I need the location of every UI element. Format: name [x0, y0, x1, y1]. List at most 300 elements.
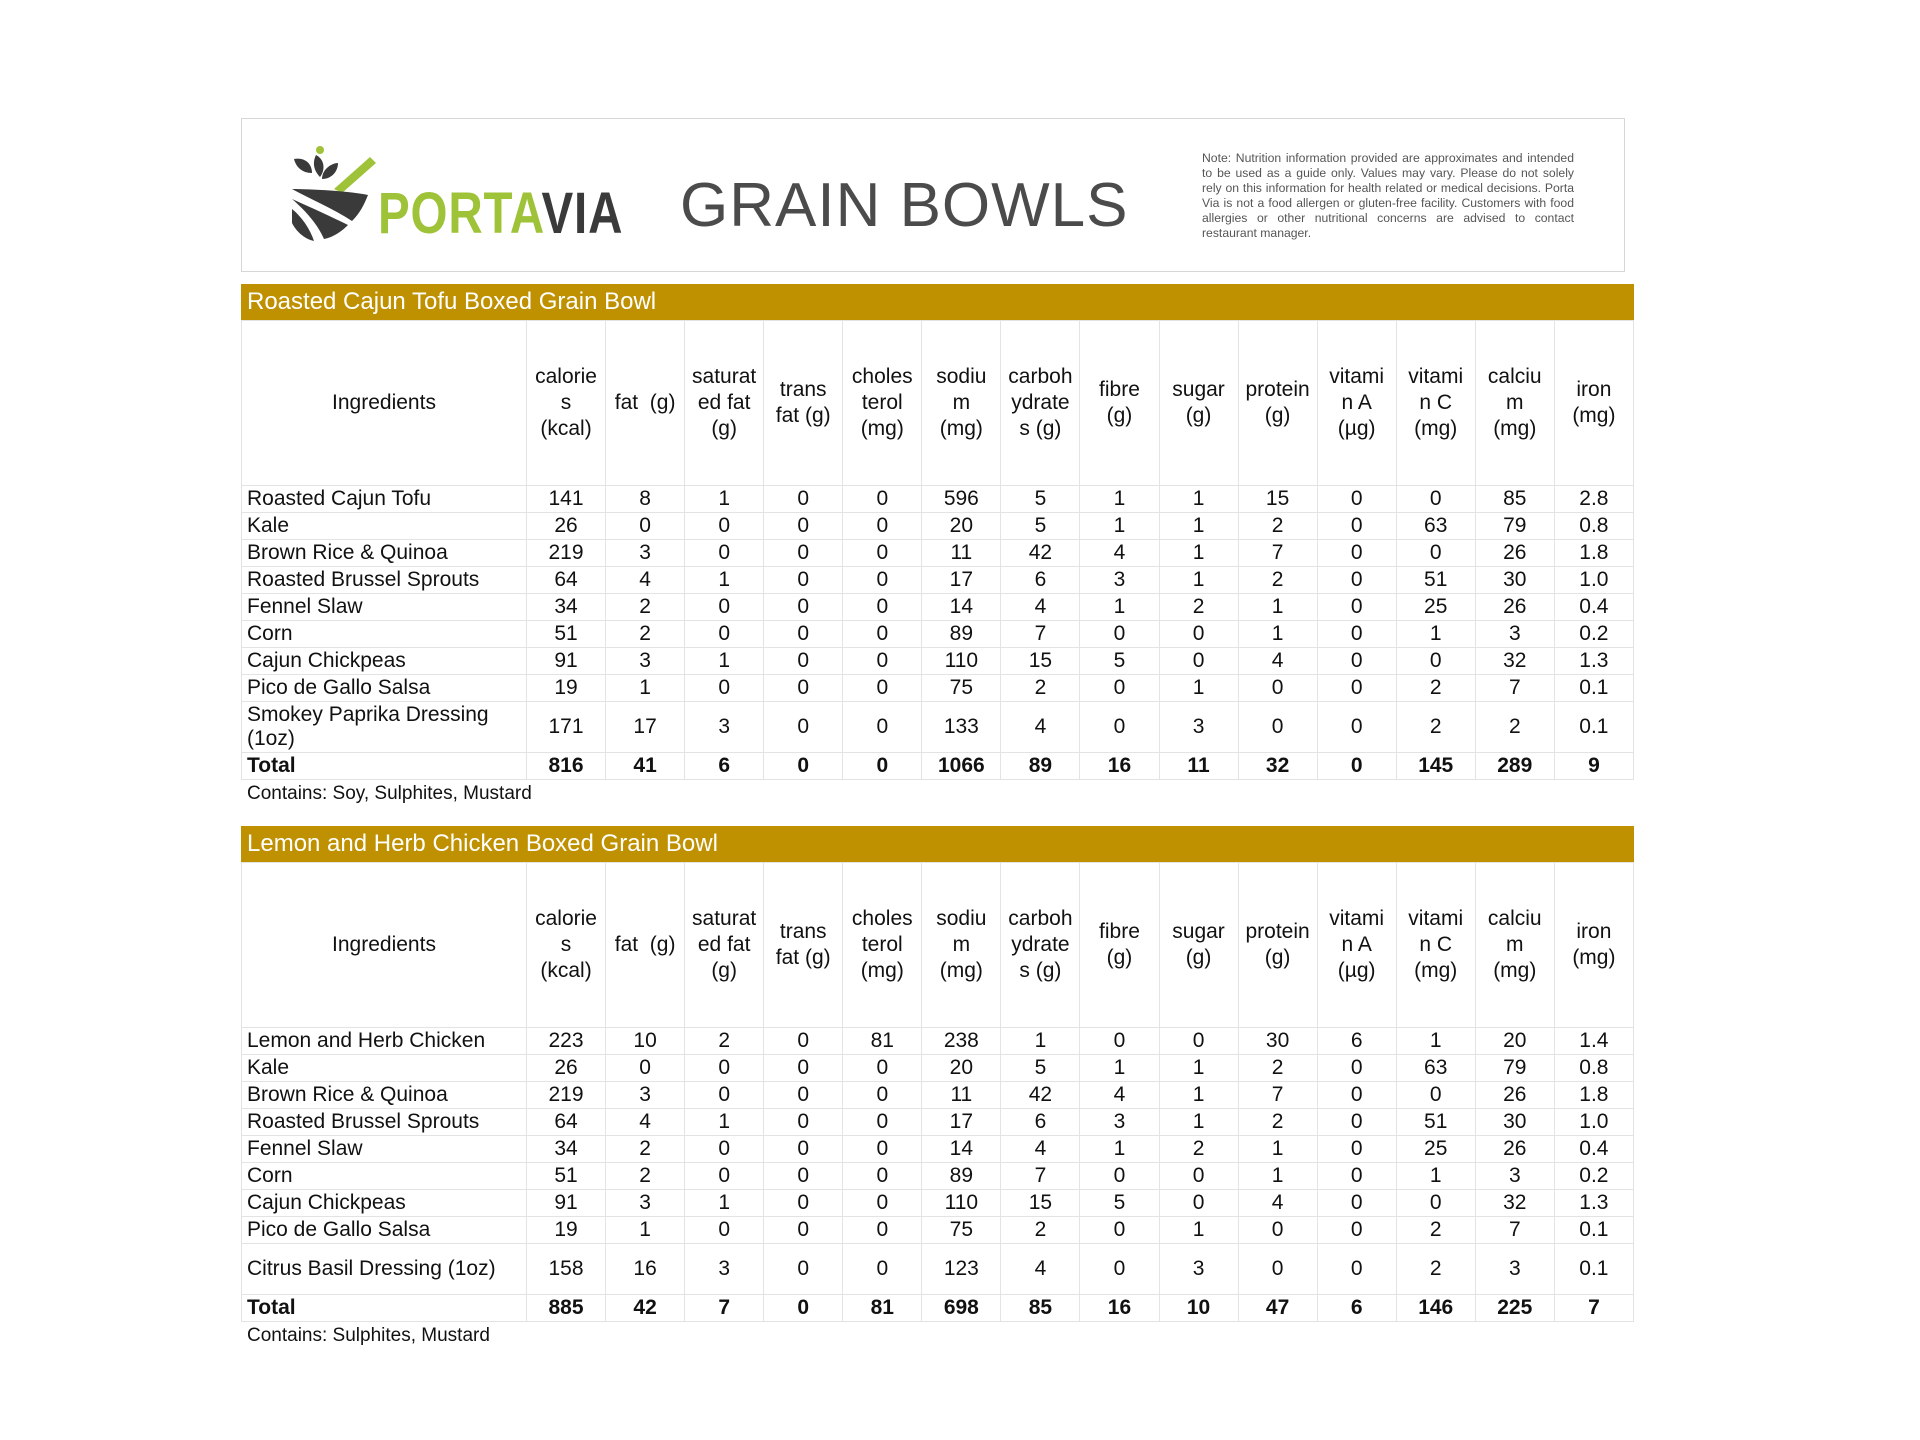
nutrient-value-cell: 89 [922, 621, 1001, 648]
nutrient-value-cell: 7 [1001, 621, 1080, 648]
nutrient-value-cell: 0.4 [1554, 594, 1633, 621]
nutrient-value-cell: 0 [1396, 540, 1475, 567]
nutrient-value-cell: 0 [1317, 540, 1396, 567]
nutrient-value-cell: 81 [843, 1295, 922, 1322]
nutrient-value-cell: 698 [922, 1295, 1001, 1322]
nutrient-value-cell: 64 [527, 1109, 606, 1136]
nutrient-value-cell: 2 [1396, 1244, 1475, 1295]
nutrient-value-cell: 0 [764, 1217, 843, 1244]
nutrient-value-cell: 15 [1238, 486, 1317, 513]
nutrient-value-cell: 146 [1396, 1295, 1475, 1322]
ingredient-name-cell: Roasted Brussel Sprouts [242, 1109, 527, 1136]
nutrient-value-cell: 0 [843, 675, 922, 702]
logo-via-text: VIA [541, 181, 624, 246]
nutrient-value-cell: 0 [685, 1217, 764, 1244]
table-row [242, 675, 1634, 702]
nutrient-value-cell: 4 [1238, 1190, 1317, 1217]
nutrient-value-cell: 238 [922, 1028, 1001, 1055]
nutrient-value-cell: 1 [685, 648, 764, 675]
nutrient-value-cell: 0 [843, 513, 922, 540]
nutrient-value-cell: 91 [527, 1190, 606, 1217]
nutrient-value-cell: 7 [1001, 1163, 1080, 1190]
column-header-cholesterol: choles terol (mg) [843, 321, 922, 486]
table-row [242, 1028, 1634, 1055]
nutrient-value-cell: 2 [606, 621, 685, 648]
table-row [242, 486, 1634, 513]
column-header-vitamin-c: vitami n C (mg) [1396, 321, 1475, 486]
nutrient-value-cell: 4 [606, 1109, 685, 1136]
nutrient-value-cell: 0 [843, 1082, 922, 1109]
column-header-iron: iron (mg) [1554, 321, 1633, 486]
nutrient-value-cell: 0 [685, 621, 764, 648]
table-row [242, 513, 1634, 540]
nutrient-value-cell: 30 [1238, 1028, 1317, 1055]
nutrient-value-cell: 0 [685, 1136, 764, 1163]
nutrient-value-cell: 42 [1001, 1082, 1080, 1109]
ingredient-name-cell: Fennel Slaw [242, 1136, 527, 1163]
column-header-sodium: sodiu m (mg) [922, 321, 1001, 486]
nutrient-value-cell: 1 [1159, 567, 1238, 594]
nutrient-value-cell: 0 [1317, 1244, 1396, 1295]
column-header-protein: protein (g) [1238, 321, 1317, 486]
nutrient-value-cell: 0 [764, 594, 843, 621]
nutrient-value-cell: 0 [1317, 513, 1396, 540]
nutrient-value-cell: 0 [843, 1190, 922, 1217]
nutrient-value-cell: 0 [764, 621, 843, 648]
nutrient-value-cell: 20 [922, 513, 1001, 540]
nutrient-value-cell: 0 [1238, 675, 1317, 702]
nutrient-value-cell: 0 [1317, 648, 1396, 675]
nutrient-value-cell: 225 [1475, 1295, 1554, 1322]
nutrient-value-cell: 2.8 [1554, 486, 1633, 513]
nutrient-value-cell: 11 [1159, 753, 1238, 780]
nutrient-value-cell: 3 [1080, 567, 1159, 594]
nutrient-value-cell: 0 [1396, 648, 1475, 675]
nutrient-value-cell: 596 [922, 486, 1001, 513]
nutrient-value-cell: 0 [764, 513, 843, 540]
nutrient-value-cell: 10 [1159, 1295, 1238, 1322]
nutrient-value-cell: 1 [1159, 486, 1238, 513]
nutrient-value-cell: 20 [1475, 1028, 1554, 1055]
nutrient-value-cell: 1 [1159, 1109, 1238, 1136]
table-header-row [242, 863, 1634, 1028]
nutrient-value-cell: 17 [922, 567, 1001, 594]
column-header-saturated-fat: saturat ed fat (g) [685, 863, 764, 1028]
nutrient-value-cell: 885 [527, 1295, 606, 1322]
nutrient-value-cell: 1 [1159, 513, 1238, 540]
nutrient-value-cell: 6 [685, 753, 764, 780]
nutrient-value-cell: 1.3 [1554, 648, 1633, 675]
nutrient-value-cell: 1 [1396, 1163, 1475, 1190]
nutrient-value-cell: 2 [1396, 675, 1475, 702]
nutrient-value-cell: 0 [1396, 486, 1475, 513]
nutrient-value-cell: 32 [1238, 753, 1317, 780]
nutrient-value-cell: 6 [1317, 1028, 1396, 1055]
nutrient-value-cell: 0 [843, 1163, 922, 1190]
ingredient-name-cell: Total [242, 1295, 527, 1322]
column-header-fat: fat (g) [606, 863, 685, 1028]
nutrient-value-cell: 0 [764, 702, 843, 753]
table-row [242, 1190, 1634, 1217]
nutrient-value-cell: 26 [1475, 1136, 1554, 1163]
nutrient-value-cell: 2 [1238, 1055, 1317, 1082]
nutrient-value-cell: 0 [1396, 1082, 1475, 1109]
nutrient-value-cell: 5 [1080, 1190, 1159, 1217]
ingredient-name-cell: Kale [242, 513, 527, 540]
table-row [242, 621, 1634, 648]
nutrient-value-cell: 0 [1317, 1217, 1396, 1244]
nutrient-value-cell: 26 [1475, 1082, 1554, 1109]
column-header-iron: iron (mg) [1554, 863, 1633, 1028]
nutrient-value-cell: 1 [1238, 1136, 1317, 1163]
nutrition-table [241, 862, 1634, 1322]
nutrient-value-cell: 0 [685, 675, 764, 702]
nutrient-value-cell: 1 [606, 675, 685, 702]
nutrient-value-cell: 3 [606, 1082, 685, 1109]
nutrient-value-cell: 89 [922, 1163, 1001, 1190]
nutrient-value-cell: 141 [527, 486, 606, 513]
nutrient-value-cell: 3 [1475, 621, 1554, 648]
nutrient-value-cell: 0 [843, 540, 922, 567]
nutrient-value-cell: 2 [1396, 1217, 1475, 1244]
portavia-logo [290, 145, 624, 246]
nutrient-value-cell: 3 [606, 1190, 685, 1217]
column-header-calcium: calciu m (mg) [1475, 321, 1554, 486]
nutrient-value-cell: 6 [1001, 1109, 1080, 1136]
nutrient-value-cell: 0 [685, 513, 764, 540]
nutrient-value-cell: 32 [1475, 1190, 1554, 1217]
nutrient-value-cell: 26 [1475, 594, 1554, 621]
logo-wordmark [378, 181, 624, 246]
column-header-carbohydrates: carboh ydrate s (g) [1001, 321, 1080, 486]
nutrient-value-cell: 4 [1001, 702, 1080, 753]
nutrient-value-cell: 0 [1396, 1190, 1475, 1217]
nutrient-value-cell: 0 [764, 1028, 843, 1055]
table-row [242, 1163, 1634, 1190]
nutrient-value-cell: 7 [1475, 675, 1554, 702]
nutrient-value-cell: 6 [1317, 1295, 1396, 1322]
nutrient-value-cell: 1 [606, 1217, 685, 1244]
nutrient-value-cell: 0 [1317, 1136, 1396, 1163]
nutrient-value-cell: 145 [1396, 753, 1475, 780]
nutrient-value-cell: 0.1 [1554, 702, 1633, 753]
nutrient-value-cell: 0 [843, 486, 922, 513]
nutrient-value-cell: 0 [843, 1109, 922, 1136]
nutrient-value-cell: 85 [1475, 486, 1554, 513]
column-header-saturated-fat: saturat ed fat (g) [685, 321, 764, 486]
nutrient-value-cell: 2 [1001, 1217, 1080, 1244]
nutrient-value-cell: 4 [1001, 594, 1080, 621]
ingredient-name-cell: Pico de Gallo Salsa [242, 675, 527, 702]
nutrient-value-cell: 0 [764, 540, 843, 567]
nutrient-value-cell: 4 [1080, 540, 1159, 567]
column-header-fibre: fibre (g) [1080, 863, 1159, 1028]
nutrient-value-cell: 0 [764, 753, 843, 780]
nutrient-value-cell: 2 [1159, 594, 1238, 621]
nutrient-value-cell: 171 [527, 702, 606, 753]
nutrient-value-cell: 0 [764, 1295, 843, 1322]
nutrient-value-cell: 1 [1080, 486, 1159, 513]
nutrient-value-cell: 7 [1238, 1082, 1317, 1109]
nutrient-value-cell: 0 [1317, 1082, 1396, 1109]
nutrient-value-cell: 2 [1159, 1136, 1238, 1163]
nutrient-value-cell: 0 [685, 1163, 764, 1190]
nutrient-value-cell: 0 [843, 702, 922, 753]
nutrient-value-cell: 3 [1159, 1244, 1238, 1295]
table-row [242, 648, 1634, 675]
nutrient-value-cell: 2 [1475, 702, 1554, 753]
nutrient-value-cell: 0 [1317, 486, 1396, 513]
column-header-calories: calorie s (kcal) [527, 321, 606, 486]
nutrient-value-cell: 0 [1317, 1109, 1396, 1136]
nutrient-value-cell: 34 [527, 594, 606, 621]
nutrient-value-cell: 26 [527, 1055, 606, 1082]
table-body [242, 486, 1634, 780]
column-header-fat: fat (g) [606, 321, 685, 486]
nutrient-value-cell: 4 [1238, 648, 1317, 675]
nutrient-value-cell: 0 [843, 594, 922, 621]
nutrient-value-cell: 1 [1159, 1082, 1238, 1109]
nutrient-value-cell: 0 [764, 1244, 843, 1295]
nutrient-value-cell: 1 [1238, 621, 1317, 648]
nutrient-value-cell: 0 [1159, 648, 1238, 675]
nutrient-value-cell: 47 [1238, 1295, 1317, 1322]
nutrient-value-cell: 75 [922, 675, 1001, 702]
nutrient-value-cell: 3 [685, 702, 764, 753]
nutrient-value-cell: 0 [1080, 1028, 1159, 1055]
nutrient-value-cell: 0 [1317, 675, 1396, 702]
nutrient-value-cell: 75 [922, 1217, 1001, 1244]
nutrient-value-cell: 3 [1159, 702, 1238, 753]
nutrient-value-cell: 1.8 [1554, 1082, 1633, 1109]
nutrient-value-cell: 3 [606, 648, 685, 675]
nutrient-value-cell: 0 [843, 1217, 922, 1244]
nutrient-value-cell: 0 [1317, 753, 1396, 780]
nutrient-value-cell: 30 [1475, 567, 1554, 594]
nutrient-value-cell: 0 [685, 1082, 764, 1109]
nutrient-value-cell: 1 [1396, 621, 1475, 648]
nutrient-value-cell: 0.8 [1554, 513, 1633, 540]
nutrient-value-cell: 133 [922, 702, 1001, 753]
column-header-sugar: sugar (g) [1159, 321, 1238, 486]
nutrient-value-cell: 51 [527, 621, 606, 648]
ingredient-name-cell: Corn [242, 621, 527, 648]
nutrient-value-cell: 2 [1238, 567, 1317, 594]
nutrient-value-cell: 4 [606, 567, 685, 594]
nutrient-value-cell: 0.2 [1554, 1163, 1633, 1190]
nutrient-value-cell: 15 [1001, 1190, 1080, 1217]
nutrient-value-cell: 219 [527, 1082, 606, 1109]
table-row [242, 594, 1634, 621]
nutrient-value-cell: 32 [1475, 648, 1554, 675]
nutrient-value-cell: 0 [843, 1244, 922, 1295]
nutrient-value-cell: 41 [606, 753, 685, 780]
nutrient-value-cell: 0 [1238, 1217, 1317, 1244]
table-row [242, 1244, 1634, 1295]
nutrient-value-cell: 0 [685, 594, 764, 621]
nutrient-value-cell: 4 [1080, 1082, 1159, 1109]
nutrient-value-cell: 0 [764, 486, 843, 513]
total-row [242, 1295, 1634, 1322]
nutrient-value-cell: 1 [1396, 1028, 1475, 1055]
nutrient-value-cell: 1 [1080, 1055, 1159, 1082]
nutrient-value-cell: 0.2 [1554, 621, 1633, 648]
nutrient-value-cell: 26 [527, 513, 606, 540]
table-row [242, 567, 1634, 594]
nutrient-value-cell: 219 [527, 540, 606, 567]
nutrient-value-cell: 1 [1001, 1028, 1080, 1055]
nutrient-value-cell: 0 [1317, 1055, 1396, 1082]
allergen-note: Contains: Soy, Sulphites, Mustard [247, 783, 532, 804]
nutrient-value-cell: 0 [1159, 1190, 1238, 1217]
nutrient-value-cell: 0 [764, 1190, 843, 1217]
nutrient-value-cell: 0 [1238, 702, 1317, 753]
nutrient-value-cell: 9 [1554, 753, 1633, 780]
nutrient-value-cell: 0.4 [1554, 1136, 1633, 1163]
nutrient-value-cell: 0 [843, 1055, 922, 1082]
nutrient-value-cell: 0 [764, 1082, 843, 1109]
nutrient-value-cell: 816 [527, 753, 606, 780]
nutrient-value-cell: 1.0 [1554, 567, 1633, 594]
nutrient-value-cell: 0 [1317, 1190, 1396, 1217]
section-title: Roasted Cajun Tofu Boxed Grain Bowl [241, 284, 1634, 320]
section-cajun-tofu [241, 284, 1634, 808]
column-header-sodium: sodiu m (mg) [922, 863, 1001, 1028]
nutrient-value-cell: 0.1 [1554, 1217, 1633, 1244]
nutrient-value-cell: 1066 [922, 753, 1001, 780]
ingredient-name-cell: Cajun Chickpeas [242, 648, 527, 675]
nutrient-value-cell: 0 [1317, 594, 1396, 621]
nutrient-value-cell: 2 [606, 1136, 685, 1163]
nutrient-value-cell: 1 [1080, 513, 1159, 540]
nutrient-value-cell: 0 [1159, 1028, 1238, 1055]
nutrient-value-cell: 7 [1554, 1295, 1633, 1322]
nutrient-value-cell: 79 [1475, 1055, 1554, 1082]
nutrient-value-cell: 25 [1396, 1136, 1475, 1163]
nutrient-value-cell: 5 [1001, 513, 1080, 540]
nutrient-value-cell: 1 [1080, 594, 1159, 621]
column-header-protein: protein (g) [1238, 863, 1317, 1028]
nutrient-value-cell: 1 [685, 486, 764, 513]
nutrient-value-cell: 0 [606, 1055, 685, 1082]
allergen-note: Contains: Sulphites, Mustard [247, 1325, 490, 1346]
nutrient-value-cell: 0 [1080, 621, 1159, 648]
nutrient-value-cell: 14 [922, 1136, 1001, 1163]
nutrient-value-cell: 3 [1475, 1244, 1554, 1295]
nutrient-value-cell: 0 [1317, 621, 1396, 648]
nutrient-value-cell: 15 [1001, 648, 1080, 675]
table-row [242, 1217, 1634, 1244]
table-row [242, 1109, 1634, 1136]
nutrient-value-cell: 0 [1080, 1217, 1159, 1244]
column-header-ingredients: Ingredients [242, 321, 527, 486]
nutrient-value-cell: 11 [922, 540, 1001, 567]
disclaimer-note: Note: Nutrition information provided are approximates and intended to be used as a guide only. Values may vary. Please do not solely rely on this information for health related or medical decisions. Porta Via is not a food allergen or gluten-free facility. Customers with food allergies or other nutritional concerns are advised to contact restaurant manager. [1202, 151, 1574, 240]
column-header-calcium: calciu m (mg) [1475, 863, 1554, 1028]
nutrient-value-cell: 16 [1080, 1295, 1159, 1322]
ingredient-name-cell: Kale [242, 1055, 527, 1082]
nutrient-value-cell: 0 [764, 1109, 843, 1136]
nutrient-value-cell: 0 [1080, 675, 1159, 702]
nutrient-value-cell: 0 [1238, 1244, 1317, 1295]
nutrient-value-cell: 0 [764, 1055, 843, 1082]
nutrient-value-cell: 0 [1159, 1163, 1238, 1190]
nutrient-value-cell: 10 [606, 1028, 685, 1055]
column-header-trans-fat: trans fat (g) [764, 321, 843, 486]
nutrient-value-cell: 0 [685, 540, 764, 567]
nutrient-value-cell: 2 [1001, 675, 1080, 702]
nutrient-value-cell: 1 [685, 567, 764, 594]
nutrient-value-cell: 63 [1396, 1055, 1475, 1082]
nutrient-value-cell: 0.8 [1554, 1055, 1633, 1082]
section-lemon-herb-chicken [241, 826, 1634, 1350]
ingredient-name-cell: Roasted Brussel Sprouts [242, 567, 527, 594]
ingredient-name-cell: Cajun Chickpeas [242, 1190, 527, 1217]
nutrient-value-cell: 0 [843, 567, 922, 594]
nutrient-value-cell: 2 [1396, 702, 1475, 753]
nutrient-value-cell: 0 [1317, 1163, 1396, 1190]
nutrient-value-cell: 81 [843, 1028, 922, 1055]
column-header-cholesterol: choles terol (mg) [843, 863, 922, 1028]
nutrient-value-cell: 0 [764, 567, 843, 594]
nutrient-value-cell: 3 [685, 1244, 764, 1295]
nutrient-value-cell: 17 [606, 702, 685, 753]
nutrient-value-cell: 42 [606, 1295, 685, 1322]
nutrient-value-cell: 16 [606, 1244, 685, 1295]
ingredient-name-cell: Smokey Paprika Dressing (1oz) [242, 702, 527, 753]
page-title: GRAIN BOWLS [680, 171, 1129, 240]
ingredient-name-cell: Citrus Basil Dressing (1oz) [242, 1244, 527, 1295]
table-header-row [242, 321, 1634, 486]
nutrient-value-cell: 0 [764, 1136, 843, 1163]
nutrient-value-cell: 4 [1001, 1244, 1080, 1295]
nutrient-value-cell: 5 [1001, 486, 1080, 513]
nutrient-value-cell: 1.0 [1554, 1109, 1633, 1136]
nutrient-value-cell: 110 [922, 1190, 1001, 1217]
nutrient-value-cell: 0 [764, 675, 843, 702]
nutrient-value-cell: 0 [764, 1163, 843, 1190]
nutrient-value-cell: 5 [1080, 648, 1159, 675]
ingredient-name-cell: Fennel Slaw [242, 594, 527, 621]
column-header-ingredients: Ingredients [242, 863, 527, 1028]
nutrient-value-cell: 0 [843, 1136, 922, 1163]
nutrient-value-cell: 3 [1475, 1163, 1554, 1190]
column-header-trans-fat: trans fat (g) [764, 863, 843, 1028]
logo-porta-text: PORTA [378, 181, 542, 246]
table-row [242, 702, 1634, 753]
column-header-carbohydrates: carboh ydrate s (g) [1001, 863, 1080, 1028]
nutrient-value-cell: 1 [1159, 540, 1238, 567]
nutrient-value-cell: 4 [1001, 1136, 1080, 1163]
nutrient-value-cell: 2 [606, 594, 685, 621]
nutrient-value-cell: 7 [1475, 1217, 1554, 1244]
nutrient-value-cell: 123 [922, 1244, 1001, 1295]
nutrient-value-cell: 1 [685, 1190, 764, 1217]
nutrient-value-cell: 7 [1238, 540, 1317, 567]
nutrient-value-cell: 1.4 [1554, 1028, 1633, 1055]
nutrient-value-cell: 223 [527, 1028, 606, 1055]
ingredient-name-cell: Total [242, 753, 527, 780]
nutrient-value-cell: 30 [1475, 1109, 1554, 1136]
nutrient-value-cell: 63 [1396, 513, 1475, 540]
column-header-calories: calorie s (kcal) [527, 863, 606, 1028]
nutrient-value-cell: 89 [1001, 753, 1080, 780]
nutrient-value-cell: 5 [1001, 1055, 1080, 1082]
table-body [242, 1028, 1634, 1322]
nutrient-value-cell: 7 [685, 1295, 764, 1322]
nutrient-value-cell: 6 [1001, 567, 1080, 594]
nutrient-value-cell: 1 [1238, 1163, 1317, 1190]
